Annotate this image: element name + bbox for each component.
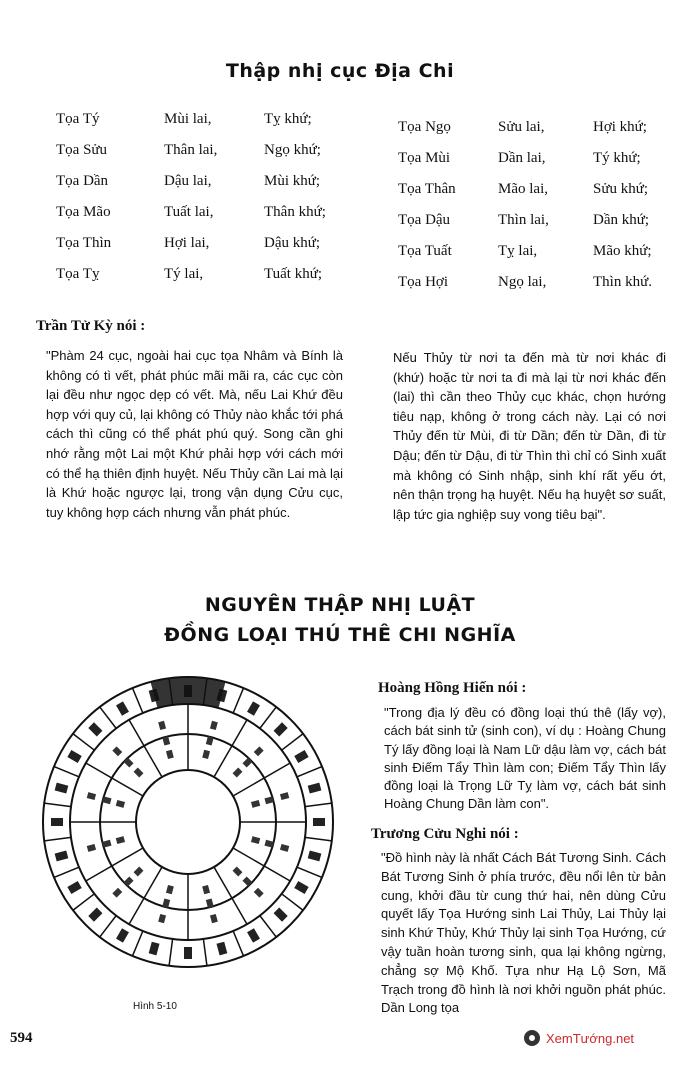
table_left-row	[56, 104, 359, 135]
table_left-cell: Tọa Tý	[56, 111, 100, 127]
table_left-cell: Tý lai,	[164, 266, 204, 282]
quote-hoang-hong-hien: "Trong địa lý đều có đồng loại thú thê (lấy vợ), cách bát sinh tử (sinh con), ví dụ : Hoàng Chung Tý lấy đồng loại là Nam Lữ dậu làm vợ, cách bát sinh Điếm Tẩy Thìn làm con; Điếm Tẩy Thìn lấy đồng loại là Trọng Lữ Tỵ làm vợ, cách bát sinh Hoàng Chung Dần làm con".	[384, 705, 666, 812]
speaker-tran-tu-ky: Trần Tử Kỳ nói :	[36, 318, 146, 334]
quote-truong-cuu-nghi: "Đồ hình này là nhất Cách Bát Tương Sinh. Cách Bát Tương Sinh ở phía trước, đều nổi lên từ bản cung, khởi đầu từ cung thứ hai, nên dùng Cửu quyết lấy Tọa Hướng sinh Lai Thủy, Lai Thủy lại sinh Khứ Thủy, Khứ Thủy lại sinh Tọa Hướng, cứ vậy tuần hoàn tương sinh, qua lại không ngừng, chẳng sợ Mộ Khố. Tựa như Hạ Lộ Sơn, Mã Trạch trong đồ hình là nơi khởi nguồn phát phúc. Dần Long tọa	[381, 850, 666, 1016]
table_right-cell: Tọa Dậu	[398, 212, 451, 228]
table_left-cell: Dậu lai,	[164, 173, 212, 189]
table_right-cell: Mão lai,	[498, 181, 548, 197]
table_left-cell: Tọa Mão	[56, 204, 111, 220]
twelve-branch-compass-diagram-icon	[40, 672, 340, 972]
table_right-cell: Sửu lai,	[498, 119, 545, 135]
table_right-cell: Thìn lai,	[498, 212, 549, 228]
table_right-cell: Tý khứ;	[593, 150, 641, 166]
figure-caption: Hình 5-10	[133, 1001, 177, 1012]
table_right-row	[398, 205, 673, 236]
table_right-cell: Sửu khứ;	[593, 181, 649, 197]
table_left-cell: Mùi lai,	[164, 111, 212, 127]
table_right-cell: Tọa Tuất	[398, 243, 452, 259]
table_right-cell: Ngọ lai,	[498, 274, 547, 290]
section-title-thap-nhi-cuc: Thập nhị cục Địa Chi	[225, 60, 455, 82]
table_right-cell: Tọa Hợi	[398, 274, 449, 290]
speaker-hoang-hong-hien: Hoàng Hồng Hiến nói :	[378, 680, 527, 696]
table_right-cell: Dần khứ;	[593, 212, 650, 228]
table_left-cell: Tuất lai,	[164, 204, 214, 220]
table_right-cell: Tọa Mùi	[398, 150, 451, 166]
table_left-row	[56, 259, 359, 290]
speaker-truong-cuu-nghi: Trương Cửu Nghi nói :	[371, 826, 519, 842]
table_right-cell: Thìn khứ.	[593, 274, 652, 290]
table_right-cell: Hợi khứ;	[593, 119, 647, 135]
table_left-row	[56, 228, 359, 259]
page-number: 594	[10, 1030, 33, 1046]
watermark-text: XemTướng.net	[546, 1030, 635, 1046]
table_left-cell: Mùi khứ;	[264, 173, 321, 189]
quote-left-column: "Phàm 24 cục, ngoài hai cục tọa Nhâm và Bính là không có tì vết, phát phúc mãi mãi ra, các cục còn lại đều như ngọc dẹp có vết. Mà, nếu Lai Khứ đều hợp với quy củ, lại không có Thủy nào khắc tới phá cách thì cũng có thể phát phú quý. Song cần ghi nhớ rằng một Lai một Khứ phải hợp với cách mới có thể hạ thiên định huyệt. Nếu Thủy cần Lai mà lại là Khứ hoặc ngược lại, trong vận dụng Cửu cục, tuy không hợp cách nhưng vẫn phát phúc.	[46, 348, 343, 520]
table_right-cell: Tỵ lai,	[498, 243, 538, 259]
table_left-cell: Tọa Thìn	[56, 235, 112, 251]
table_left-cell: Tọa Tỵ	[56, 266, 100, 282]
table_left-cell: Thân khứ;	[264, 204, 326, 220]
table_left-cell: Tỵ khứ;	[264, 111, 312, 127]
table_right-row	[398, 143, 673, 174]
table_right-row	[398, 174, 673, 205]
table_right-cell: Mão khứ;	[593, 243, 652, 259]
left-table	[56, 104, 359, 290]
right-table	[398, 112, 673, 298]
table_left-cell: Hợi lai,	[164, 235, 210, 251]
table_right-row	[398, 267, 673, 298]
table_right-cell: Dần lai,	[498, 150, 546, 166]
compass-diagram	[40, 672, 340, 972]
section-title-line1: NGUYÊN THẬP NHỊ LUẬT	[204, 594, 476, 616]
table_left-cell: Dậu khứ;	[264, 235, 321, 251]
table_left-row	[56, 197, 359, 228]
table_right-row	[398, 236, 673, 267]
table_left-row	[56, 135, 359, 166]
table_left-cell: Tọa Dần	[56, 173, 109, 189]
table_right-cell: Tọa Ngọ	[398, 119, 451, 135]
site-watermark	[524, 1030, 634, 1046]
table_left-cell: Tọa Sửu	[56, 142, 108, 158]
table_right-cell: Tọa Thân	[398, 181, 456, 197]
quote-right-column: Nếu Thủy từ nơi ta đến mà từ nơi khác đi (khứ) hoặc từ nơi ta đi mà lại từ nơi khác đến (lai) thì cần theo Thủy cục khác, chọn hướng tiêu nạp, không ở trong cách này. Lại có nơi Thủy đến từ Mùi, đi từ Dần; đến từ Dần, đi từ Dậu; đến từ Dậu, đi từ Thìn thì chỉ có Sinh xuất mà không có Sinh nhập, sinh khí rất yếu ớt, nên thận trọng hạ huyệt. Nếu hạ huyệt sơ suất, lập tức gia nghiệp suy vong tiêu bại".	[393, 350, 666, 522]
table_left-cell: Tuất khứ;	[264, 266, 323, 282]
table_right-row	[398, 112, 673, 143]
section-title-line2: ĐỒNG LOẠI THÚ THÊ CHI NGHĨA	[164, 624, 516, 646]
table_left-row	[56, 166, 359, 197]
table_left-cell: Thân lai,	[164, 142, 218, 158]
yin-yang-icon	[524, 1030, 540, 1046]
table_left-cell: Ngọ khứ;	[264, 142, 321, 158]
